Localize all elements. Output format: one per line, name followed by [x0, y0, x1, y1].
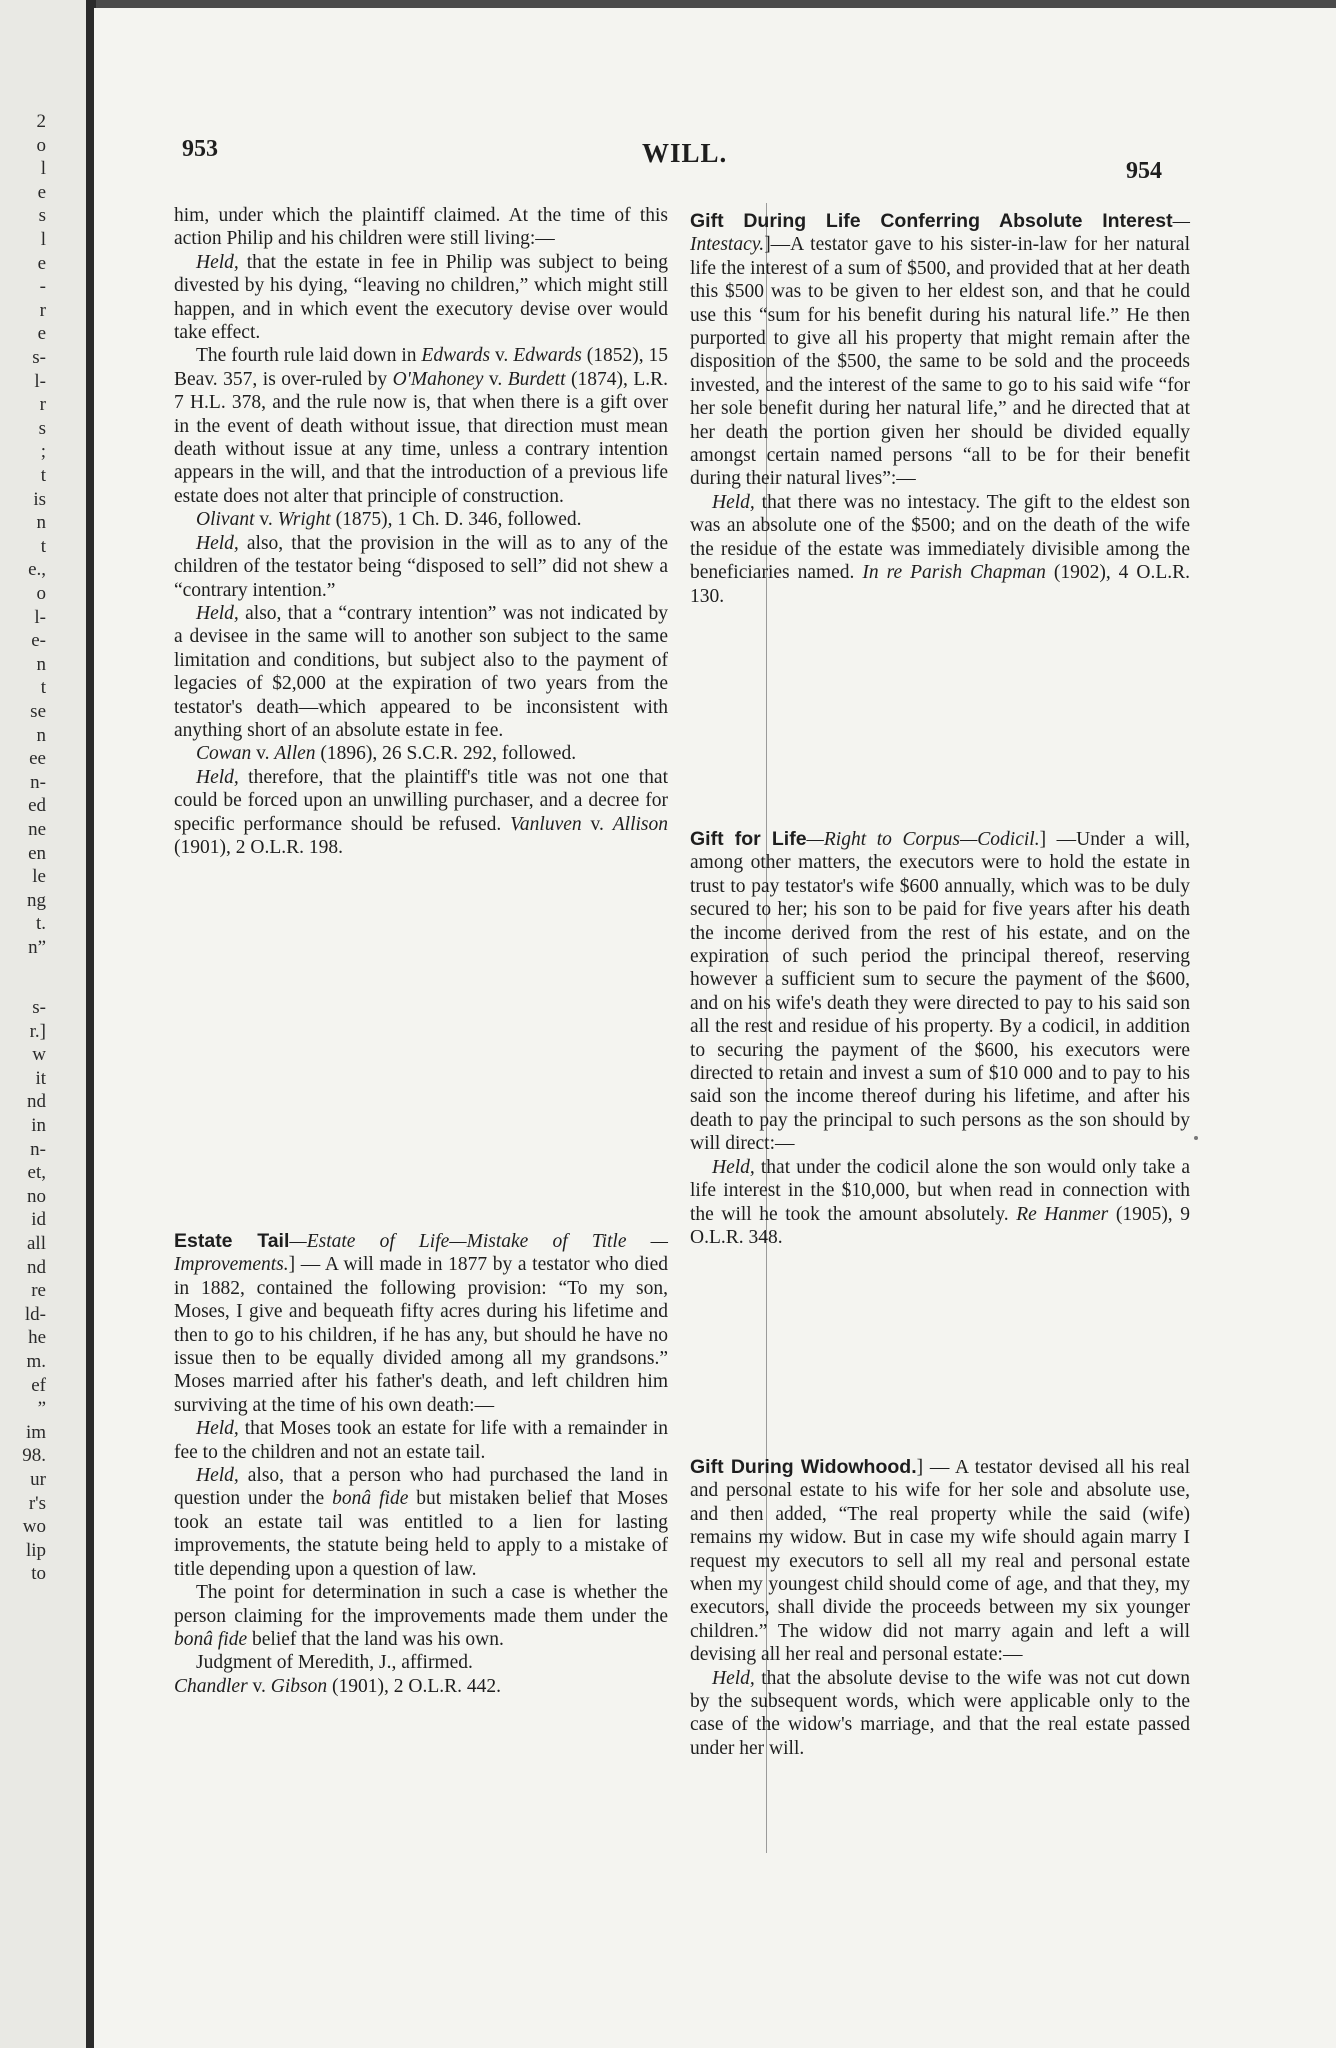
edge-fragment: t [40, 465, 46, 486]
edge-fragment: s [38, 417, 46, 439]
paragraph: Held, also, that a person who had purchased the land in question under the bonâ fide but mistaken belief that Moses took an estate tail was entitled to a lien for lasting improvements, the statute being held to apply to a mistake of title depending upon a question of law. [174, 1465, 668, 1580]
right-page-number: 954 [1126, 158, 1162, 184]
paragraph: Cowan v. Allen (1896), 26 S.C.R. 292, followed. [196, 743, 577, 765]
paragraph: Chandler v. Gibson (1901), 2 O.L.R. 442. [174, 1675, 501, 1697]
paragraph: Judgment of Meredith, J., affirmed. [196, 1652, 473, 1674]
edge-fragment: ng [27, 889, 46, 911]
edge-fragment: s [38, 205, 46, 227]
edge-fragment: e [37, 252, 46, 274]
edge-fragment: s- [32, 347, 46, 368]
edge-fragment: ed [28, 795, 46, 817]
edge-fragment: e [37, 323, 46, 345]
edge-fragment: he [28, 1327, 46, 1349]
paragraph: Held, also, that the provision in the will as to any of the children of the testator being “disposed to sell” did not shew a “contrary intention.” [174, 532, 668, 601]
adjacent-page-edge [0, 0, 94, 2048]
edge-fragment: m. [26, 1351, 46, 1372]
edge-fragment: l- [34, 370, 46, 392]
edge-fragment: w [32, 1044, 46, 1066]
section-heading: Estate Tail [174, 1230, 290, 1252]
edge-fragment: ee [29, 748, 46, 770]
edge-fragment: l- [34, 606, 46, 628]
edge-fragment: id [31, 1209, 46, 1231]
section-heading: Gift During Widowhood. [690, 1456, 917, 1478]
edge-fragment: it [35, 1067, 46, 1089]
paragraph: The fourth rule laid down in Edwards v. Edwards (1852), 15 Beav. 357, is over-ruled by O'Mahoney v. Burdett (1874), L.R. 7 H.L. 378, and the rule now is, that when there is a gift over in the event of death without issue, that direction must mean death without issue at any time, unless a contrary intention appears in the will, and that the introduction of a previous life estate does not alter that principle of construction. [174, 345, 669, 507]
edge-fragment: t. [35, 913, 46, 935]
paragraph: Held, that Moses took an estate for life with a remainder in fee to the children and not an estate tail. [174, 1418, 668, 1463]
right-column-section-1: Gift During Life Conferring Absolute Interest—Intestacy.]—A testator gave to his sister-in-law for her natural life the interest of a sum of $500, and provided that at her death this $500 was to be given to her eldest son, and that he could use this “sum for his benefit during his natural life.” He then purported to give all his property that might remain after the disposition of the $500, the same to be sold and the proceeds invested, and the interest of the same to go to his said wife “for her sole benefit during her natural life,” and he directed that at her death the portion given her should be divided equally amongst certain named persons “all to be for their benefit during their natural lives”:— Held, that there was no intestacy. The gift to the eldest son was an absolute one of the $500; and on the death of the wife the residue of the estate was immediately divisible among the beneficiaries named. In re Parish Chapman (1902), 4 O.L.R. 130. [690, 210, 1191, 607]
edge-fragment: ” [37, 1398, 46, 1420]
edge-fragment: wo [22, 1516, 46, 1538]
edge-fragment: e., [28, 559, 46, 581]
edge-fragment: nd [27, 1256, 46, 1278]
edge-fragment: n- [30, 1138, 46, 1160]
edge-fragment: no [27, 1185, 46, 1207]
section-heading: Gift During Life Conferring Absolute Interest [690, 210, 1173, 232]
edge-fragment: all [27, 1233, 46, 1254]
section-heading: Gift for Life [690, 828, 807, 850]
edge-fragment: en [28, 842, 46, 864]
edge-fragment: in [31, 1115, 46, 1136]
edge-fragment: n [36, 653, 46, 675]
edge-fragment: l [40, 229, 46, 250]
edge-fragment: is [33, 488, 46, 510]
edge-fragment: nd [27, 1091, 46, 1113]
edge-fragment: e [37, 181, 46, 203]
edge-fragment: ef [31, 1374, 46, 1396]
edge-fragment: 2 [36, 111, 46, 132]
edge-fragment: - [39, 276, 46, 298]
left-column-section-estate-tail: Estate Tail—Estate of Life—Mistake of Title — Improvements.] — A will made in 1877 by a testator who died in 1882, contained the following provision: “To my son, Moses, I give and bequeath fifty acres during his lifetime and then to go to his children, if he has any, but should he have no issue then to be equally divided among all my grandsons.” Moses married after his father's death, and left children him surviving at the time of his own death:— Held, that Moses took an estate for life with a remainder in fee to the children and not an estate tail. Held, also, that a person who had purchased the land in question under the bonâ fide but mistaken belief that Moses took an estate tail was entitled to a lien for lasting improvements, the statute being held to apply to a mistake of title depending upon a question of law. The point for determination in such a case is whether the person claiming for the improvements made them under the bonâ fide belief that the land was his own. Judgment of Meredith, J., affirmed. Chandler v. Gibson (1901), 2 O.L.R. 442. [174, 1230, 668, 1697]
edge-fragment: ne [28, 819, 46, 840]
edge-fragment: n [36, 724, 46, 746]
paragraph: Held, that there was no intestacy. The gift to the eldest son was an absolute one of the $500; and on the death of the wife the residue of the estate was immediately divisible among the beneficiaries named. In re Parish Chapman (1902), 4 O.L.R. 130. [690, 491, 1191, 607]
edge-fragment: to [31, 1563, 46, 1585]
edge-fragment: r [39, 299, 46, 321]
paragraph: Held, also, that a “contrary intention” was not indicated by a devisee in the same will to another son subject to the same limitation and conditions, but subject also to the payment of legacies of $2,000 at the expiration of two years from the testator's death—which appeared to be inconsistent with anything short of an absolute estate in fee. [174, 602, 668, 741]
edge-fragment: ld- [24, 1303, 46, 1325]
edge-fragment: re [31, 1280, 46, 1302]
edge-fragment: n [36, 512, 46, 534]
edge-fragment: o [36, 134, 46, 156]
paragraph: The point for determination in such a case is whether the person claiming for the improvements made them under the bonâ fide belief that the land was his own. [174, 1582, 668, 1650]
speck [1194, 1136, 1198, 1140]
edge-fragment: l [40, 158, 46, 180]
paragraph: Held, that the absolute devise to the wife was not cut down by the subsequent words, which were applicable only to the case of the widow's marriage, and that the real estate passed under her will. [690, 1667, 1190, 1759]
paragraph: him, under which the plaintiff claimed. At the time of this action Philip and his children were still living:— [174, 205, 668, 250]
right-column-section-2: Gift for Life—Right to Corpus—Codicil.] —Under a will, among other matters, the executors were to hold the estate in trust to pay testator's wife $600 annually, which was to be duly secured to her; his son to be paid for five years after his death the income derived from the rest of his estate, and on the expiration of such period the principal thereof, reserving however a sufficient sum to secure the payment of the $600, and on his wife's death they were directed to pay to his said son all the rest and residue of his property. By a codicil, in addition to securing the payment of the $600, his executors were directed to retain and invest a sum of $10 000 and to pay to his said son the income thereof during his lifetime, and after his death to pay the principal to such persons as the son should by will direct:— Held, that under the codicil alone the son would only take a life interest in the $10,000, but when read in connection with the will he took the amount absolutely. Re Hanmer (1905), 9 O.L.R. 348. [690, 828, 1190, 1248]
paragraph: Held, therefore, that the plaintiff's title was not one that could be forced upon an unwilling purchaser, and a decree for specific performance should be refused. Vanluven v. Allison (1901), 2 O.L.R. 198. [174, 766, 668, 858]
edge-fragment: n- [30, 771, 46, 793]
edge-fragment: t [40, 677, 46, 699]
edge-fragment: t [40, 535, 46, 557]
running-title: WILL. [642, 138, 728, 168]
edge-fragment: r's [28, 1492, 46, 1514]
edge-fragment: e- [31, 630, 46, 652]
edge-fragment: o [36, 583, 46, 604]
edge-fragment: 98. [22, 1445, 46, 1467]
edge-fragment: im [25, 1421, 46, 1443]
edge-fragment: ; [40, 441, 46, 463]
edge-fragment: r [39, 394, 46, 416]
edge-fragment: r.] [29, 1020, 46, 1042]
paragraph: Olivant v. Wright (1875), 1 Ch. D. 346, followed. [196, 509, 582, 531]
edge-fragment: et, [27, 1162, 46, 1184]
edge-fragment: se [30, 701, 46, 722]
edge-fragment: ur [30, 1469, 46, 1490]
left-column [174, 204, 668, 859]
paragraph: Held, that the estate in fee in Philip was subject to being divested by his dying, “leaving no children,” which might still happen, and in which event the executory devise over would take effect. [174, 251, 668, 344]
edge-fragment: n” [28, 937, 46, 958]
edge-fragment: s- [32, 997, 46, 1018]
paragraph: Held, that under the codicil alone the son would only take a life interest in the $10,000, but when read in connection with the will he took the amount absolutely. Re Hanmer (1905), 9 O.L.R. 348. [690, 1156, 1190, 1248]
right-column-section-3: Gift During Widowhood.] — A testator devised all his real and personal estate to his wife for her sole and absolute use, and then added, “The real property while the said (wife) remains my widow. But in case my wife should again marry I request my executors to sell all my real and personal estate when my youngest child should come of age, and that they, my executors, shall divide the proceeds between my six younger children.” The widow did not marry again and left a will devising all her real and personal estate:— Held, that the absolute devise to the wife was not cut down by the subsequent words, which were applicable only to the case of the widow's marriage, and that the real estate passed under her will. [690, 1456, 1190, 1759]
left-page-number: 953 [182, 136, 218, 162]
edge-fragment: lip [25, 1539, 46, 1561]
page [94, 8, 1336, 2048]
edge-fragment: le [32, 866, 46, 888]
